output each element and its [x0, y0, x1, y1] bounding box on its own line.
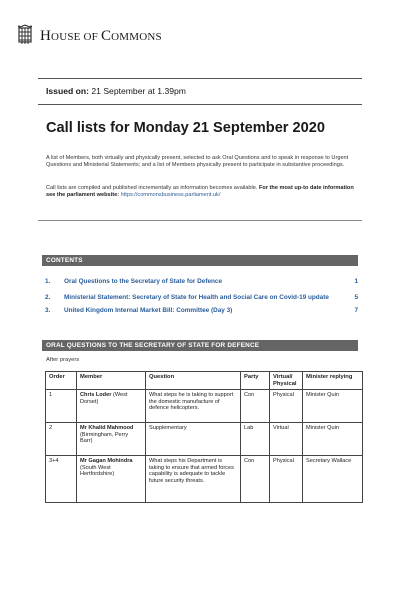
wordmark-part: OUSE OF: [51, 31, 101, 43]
after-prayers-label: After prayers: [46, 357, 80, 363]
contents-item-number: 2.: [45, 293, 51, 301]
intro-paragraph-2: [46, 185, 362, 200]
mode-cell: Physical: [270, 456, 303, 503]
intro-text: Call lists are compiled and published incrementally as information becomes available.: [46, 185, 259, 191]
party-cell: Lab: [241, 423, 270, 456]
parliament-website-link[interactable]: https://commonsbusiness.parliament.uk/: [120, 192, 221, 199]
mode-cell: Physical: [270, 390, 303, 423]
wordmark-part: C: [100, 28, 112, 44]
page-title: Call lists for Monday 21 September 2020: [46, 120, 326, 136]
oral-questions-table: [45, 371, 363, 503]
question-cell: Supplementary: [146, 423, 241, 456]
contents-item-page: 1: [354, 277, 358, 285]
member-name: Chris Loder: [80, 392, 112, 399]
party-cell: Con: [241, 456, 270, 503]
table-row: [46, 423, 363, 456]
member-name: Mr Gagan Mohindra: [80, 458, 133, 465]
question-cell: What steps his Department is taking to ensure that armed forces capability is adequate to tackle future security threats.: [146, 456, 241, 503]
member-cell: [77, 456, 146, 503]
member-cell: [77, 423, 146, 456]
table-row: [46, 390, 363, 423]
contents-item[interactable]: [42, 276, 358, 286]
divider: [38, 78, 362, 79]
minister-cell: Minister Quin: [303, 423, 363, 456]
column-header-order: Order: [46, 372, 77, 390]
question-cell: What steps he is taking to support the domestic manufacture of defence helicopters.: [146, 390, 241, 423]
member-cell: [77, 390, 146, 423]
divider: [38, 220, 362, 221]
minister-cell: Secretary Wallace: [303, 456, 363, 503]
minister-cell: Minister Quin: [303, 390, 363, 423]
table-header-row: [46, 372, 363, 390]
column-header-party: Party: [241, 372, 270, 390]
contents-item[interactable]: [42, 305, 358, 315]
column-header-minister: Minister replying: [303, 372, 363, 390]
member-name: Mr Khalid Mahmood: [80, 425, 134, 432]
divider: [38, 104, 362, 105]
intro-bold-text: For the most up-to date information see the parliament website:: [46, 185, 354, 199]
column-header-question: Question: [146, 372, 241, 390]
contents-item[interactable]: [42, 292, 358, 302]
mode-cell: Virtual: [270, 423, 303, 456]
contents-item-text: Ministerial Statement: Secretary of State for Health and Social Care on Covid-19 update: [64, 293, 329, 301]
column-header-member: Member: [77, 372, 146, 390]
order-cell: 2: [46, 423, 77, 456]
table-row: [46, 456, 363, 503]
member-constituency: (West Dorset): [80, 392, 128, 405]
contents-item-page: 5: [354, 293, 358, 301]
member-constituency: (South West Hertfordshire): [80, 464, 115, 478]
contents-item-number: 1.: [45, 277, 51, 285]
wordmark-part: OMMONS: [111, 31, 162, 43]
wordmark-part: H: [40, 28, 52, 44]
contents-item-number: 3.: [45, 306, 51, 314]
order-cell: 1: [46, 390, 77, 423]
intro-paragraph: A list of Members, both virtually and physically present, selected to ask Oral Questions and to speak in response to Urgent Questions and Ministerial Statements; and a list of Members physically present to participate in substantive proceedings.: [46, 155, 349, 169]
order-cell: 3+4: [46, 456, 77, 503]
party-cell: Con: [241, 390, 270, 423]
portcullis-icon: [17, 24, 33, 46]
issued-line: [46, 86, 186, 96]
contents-heading: CONTENTS: [42, 255, 358, 266]
issued-label: Issued on:: [46, 86, 89, 96]
oral-questions-heading: ORAL QUESTIONS TO THE SECRETARY OF STATE FOR DEFENCE: [42, 340, 358, 351]
issued-value: 21 September at 1.39pm: [88, 86, 186, 96]
column-header-virtual-physical: Virtual/ Physical: [270, 372, 303, 390]
house-of-commons-wordmark: [40, 28, 162, 45]
contents-item-text: Oral Questions to the Secretary of State for Defence: [64, 277, 223, 285]
contents-item-page: 7: [354, 306, 358, 314]
contents-item-text: United Kingdom Internal Market Bill: Committee (Day 3): [64, 306, 233, 314]
member-constituency: (Birmingham, Perry Barr): [80, 431, 129, 445]
